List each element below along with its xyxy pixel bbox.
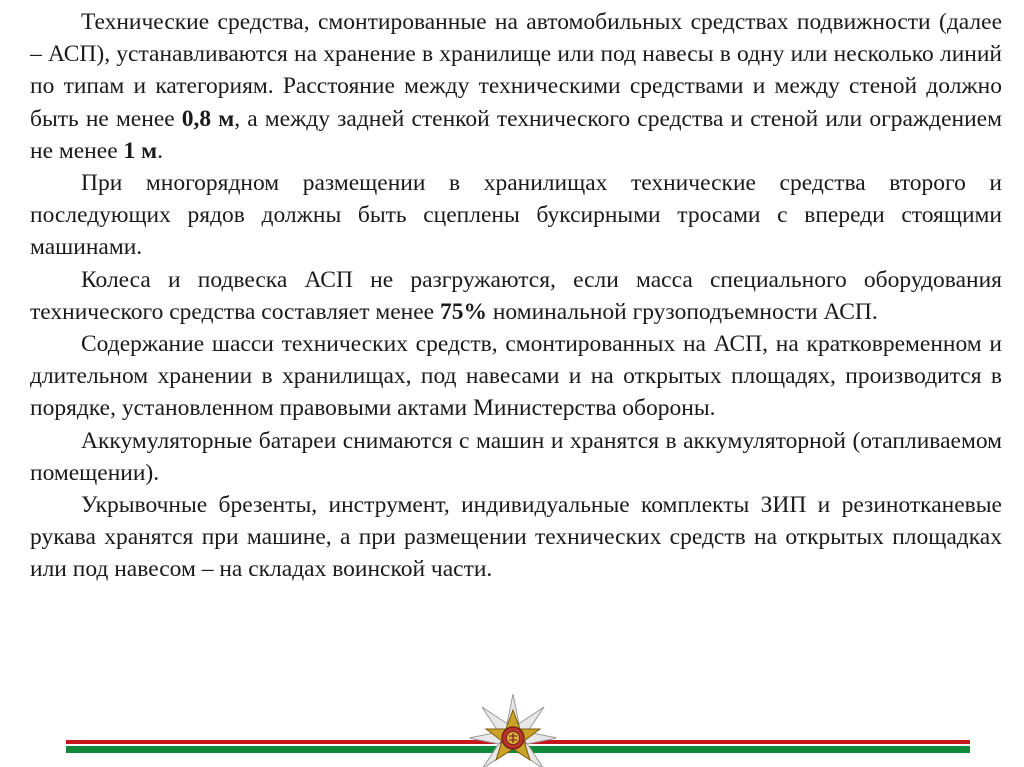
paragraph-2: При многорядном размещении в хранилищах технические средства второго и последующих рядов должны быть сцеплены буксирными тросами с впереди стоящими машинами.	[30, 170, 1002, 261]
paragraph-3-text-a: Колеса и подвеска АСП не разгружаются, если масса специального оборудования технического средства составляет менее	[30, 266, 1002, 325]
distance-value-bold: 0,8 м	[181, 105, 235, 132]
paragraph-3	[30, 264, 1002, 328]
paragraph-1	[30, 6, 1002, 167]
paragraph-1-text-c: , а между задней стенкой технического средства и стеной или ограждением не менее	[30, 105, 1002, 164]
paragraph-1-text-a: Технические средства, смонтированные на автомобильных средствах подвижности (далее – АСП), устанавливаются на хранение в хранилище или под навесы в одну или несколько линий по типам и категориям. Расстояние между техническими средствами и между стеной должно быть не менее	[30, 9, 1002, 132]
paragraph-6: Укрывочные брезенты, инструмент, индивидуальные комплекты ЗИП и резинотканевые рукава хранятся при машине, а при размещении технических средств на открытых площадках или под навесом – на складах воинской части.	[30, 492, 1002, 583]
wall-distance-value-bold: 1 м	[123, 137, 158, 164]
paragraph-4: Содержание шасси технических средств, смонтированных на АСП, на кратковременном и длительном хранении в хранилищах, под навесами и на открытых площадях, производится в порядке, установленном правовыми актами Министерства обороны.	[30, 331, 1002, 422]
paragraph-5: Аккумуляторные батареи снимаются с машин и хранятся в аккумуляторной (отапливаемом помещении).	[30, 427, 1002, 486]
paragraph-3-text-c: номинальной грузоподъемности АСП.	[486, 298, 878, 325]
percent-value-bold: 75%	[439, 298, 487, 325]
military-star-emblem-icon	[470, 694, 556, 767]
paragraph-1-text-d: .	[157, 137, 164, 164]
document-body	[30, 6, 1002, 586]
